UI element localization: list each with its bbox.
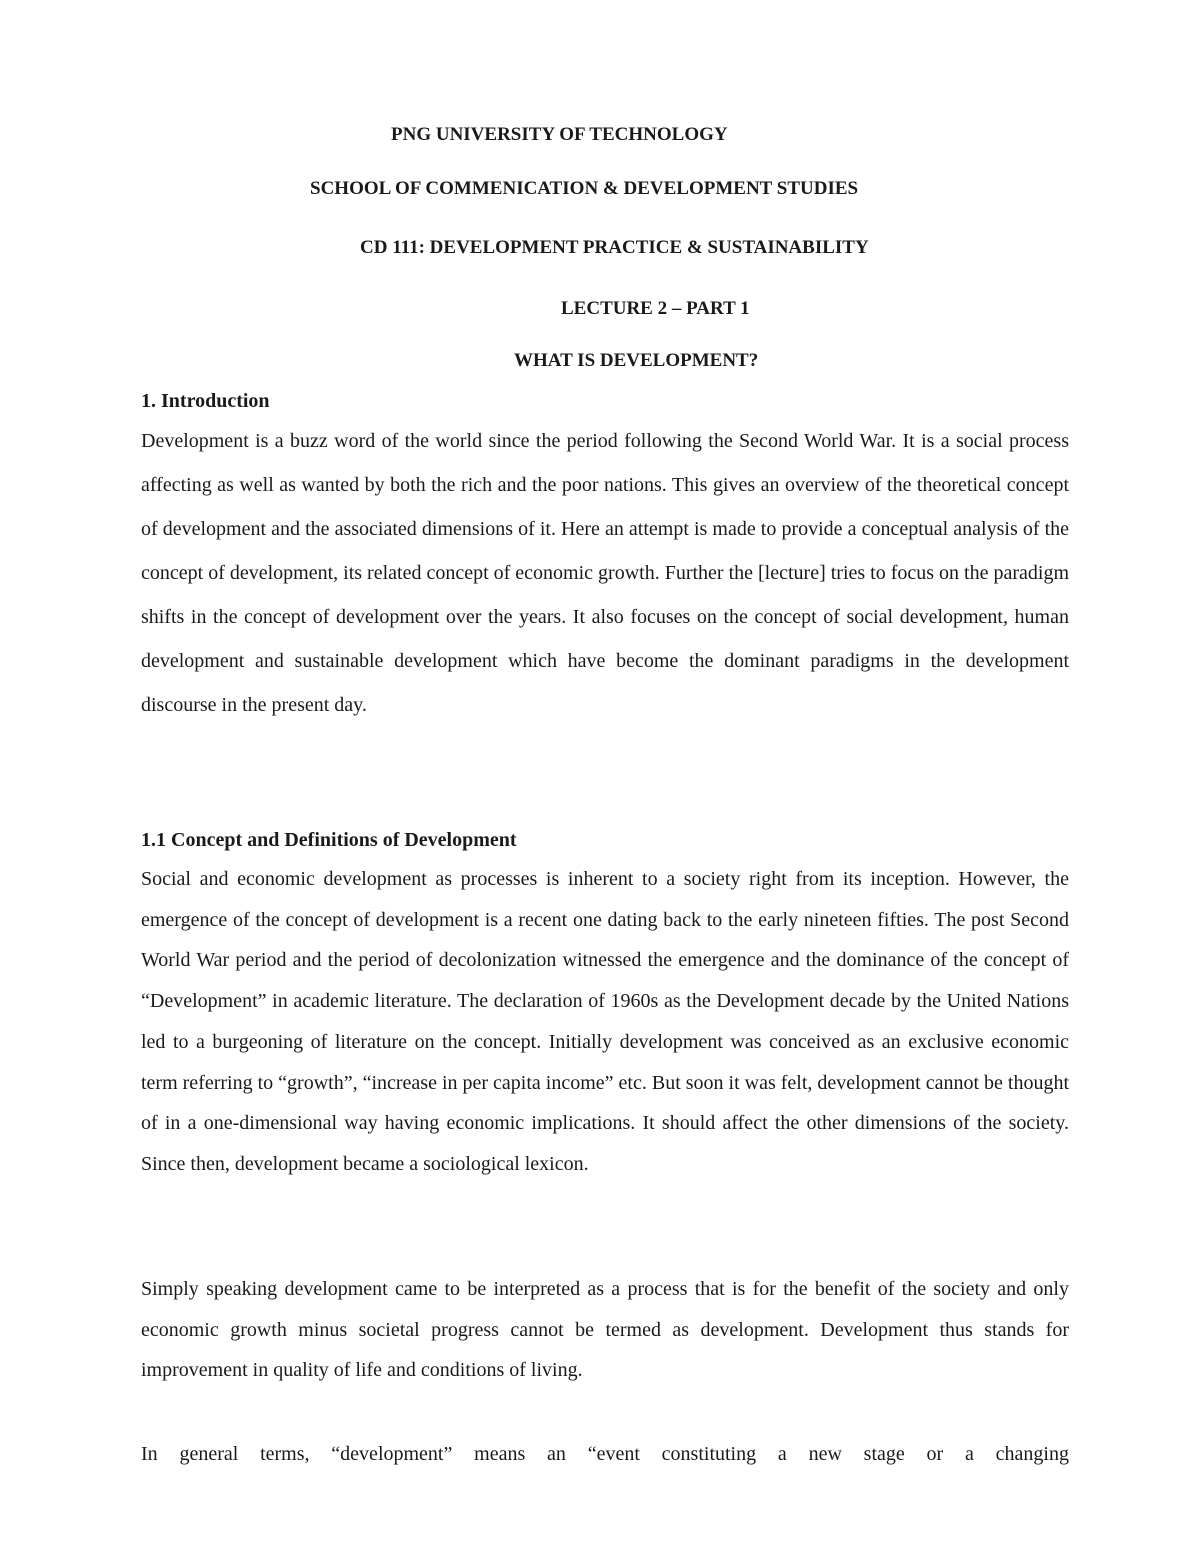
introduction-paragraph: Development is a buzz word of the world since the period following the Second World War. It is a social process affecting as well as wanted by both the rich and the poor nations. This gives an overview of the theoretical concept of development and the associated dimensions of it. Here an attempt is made to provide a conceptual analysis of the concept of development, its related concept of economic growth. Further the [lecture] tries to focus on the paradigm shifts in the concept of development over the years. It also focuses on the concept of social development, human development and sustainable development which have become the dominant paradigms in the development discourse in the present day. xyxy=(141,430,1070,716)
page-title: WHAT IS DEVELOPMENT? xyxy=(514,350,759,371)
concept-paragraph: Social and economic development as processes is inherent to a society right from its inception. However, the emergence of the concept of development is a recent one dating back to the early nineteen fifties. The post Second World War period and the period of decolonization witnessed the emergence and the dominance of the concept of “Development” in academic literature. The declaration of 1960s as the Development decade by the United Nations led to a burgeoning of literature on the concept. Initially development was conceived as an exclusive economic term referring to “growth”, “increase in per capita income” etc. But soon it was felt, development cannot be thought of in a one-dimensional way having economic implications. It should affect the other dimensions of the society. Since then, development became a sociological lexicon. xyxy=(141,868,1069,1175)
school-title: SCHOOL OF COMMENICATION & DEVELOPMENT STUDIES xyxy=(310,178,859,199)
introduction-heading: 1. Introduction xyxy=(141,390,270,412)
general-terms-paragraph: In general terms, “development” means an “event constituting a new stage or a changing xyxy=(141,1443,1069,1465)
simply-speaking-paragraph: Simply speaking development came to be interpreted as a process that is for the benefit of the society and only economic growth minus societal progress cannot be termed as development. Development thus stands for improvement in quality of life and conditions of living. xyxy=(141,1278,1069,1382)
university-title: PNG UNIVERSITY OF TECHNOLOGY xyxy=(391,124,728,145)
course-title: CD 111: DEVELOPMENT PRACTICE & SUSTAINABILITY xyxy=(360,237,869,258)
concept-heading: 1.1 Concept and Definitions of Development xyxy=(141,829,517,851)
lecture-title: LECTURE 2 – PART 1 xyxy=(561,298,750,319)
